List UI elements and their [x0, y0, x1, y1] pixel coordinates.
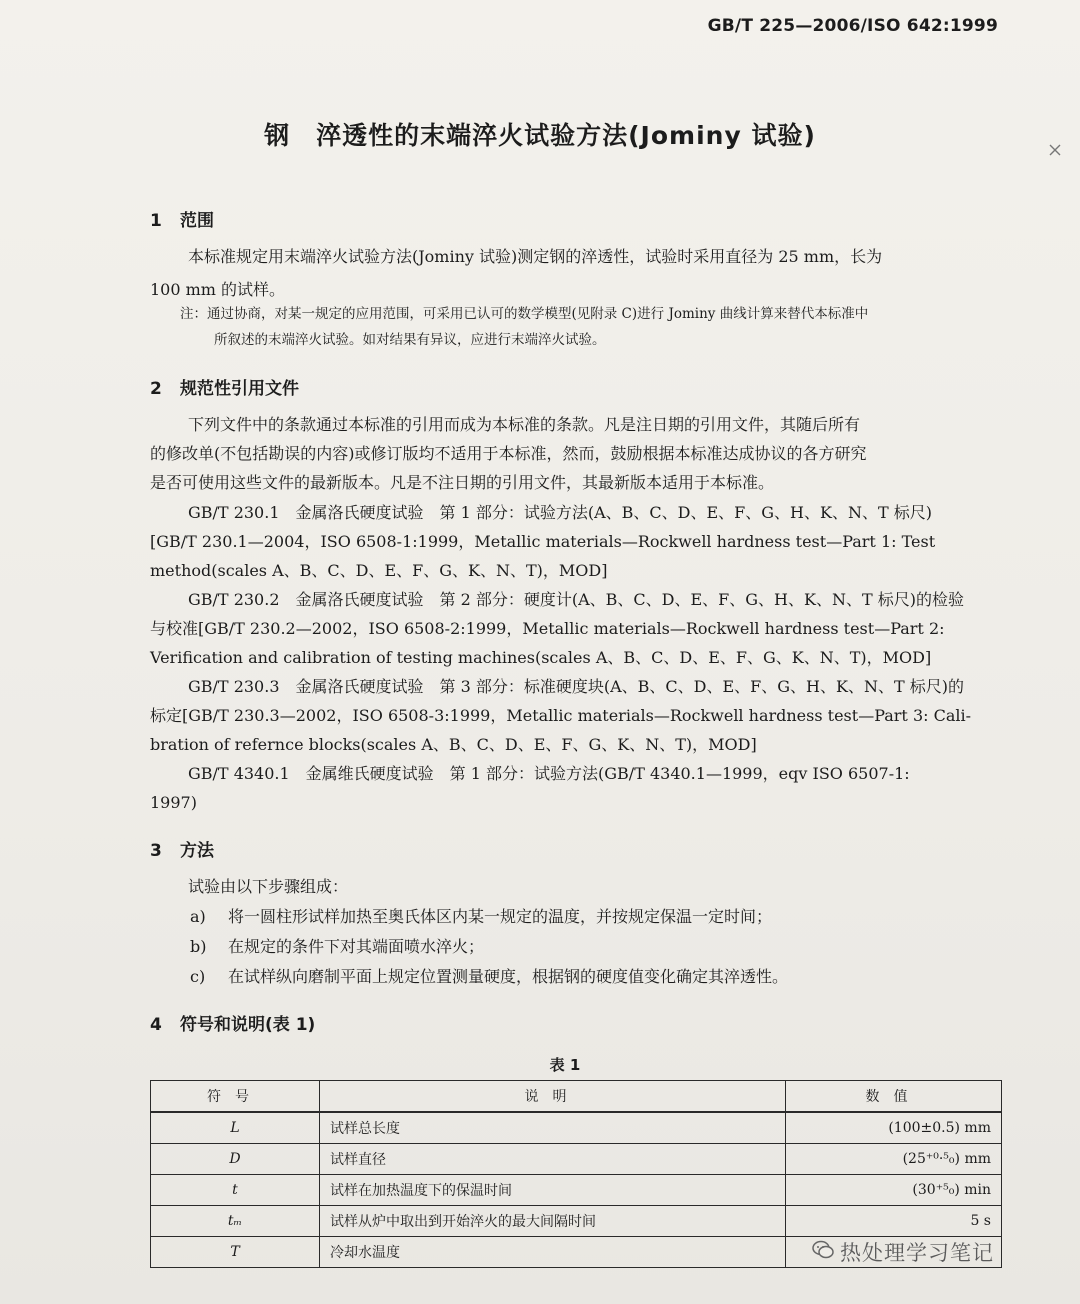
cell-symbol: T [151, 1237, 320, 1268]
reference-line: [GB/T 230.1—2004，ISO 6508-1:1999，Metallic materials—Rockwell hardness test—Part 1: Test [150, 532, 936, 551]
step-text: 将一圆柱形试样加热至奥氏体区内某一规定的温度，并按规定保温一定时间； [228, 907, 773, 926]
section-3-heading [150, 836, 214, 861]
method-intro: 试验由以下步骤组成： [188, 877, 349, 896]
reference-line: 标定[GB/T 230.3—2002，ISO 6508-3:1999，Metallic materials—Rockwell hardness test—Part 3: Cali- [150, 706, 972, 725]
normative-intro-line: 是否可使用这些文件的最新版本。凡是不注日期的引用文件，其最新版本适用于本标准。 [150, 473, 775, 492]
scope-text-line: 本标准规定用末端淬火试验方法(Jominy 试验)测定钢的淬透性，试验时采用直径为 25 mm，长为 [188, 247, 883, 266]
section-title: 范围 [180, 211, 214, 231]
section-number: 4 [150, 1015, 162, 1035]
normative-intro-line: 下列文件中的条款通过本标准的引用而成为本标准的条款。凡是注日期的引用文件，其随后所有 [188, 415, 861, 434]
cell-description: 试样在加热温度下的保温时间 [320, 1175, 786, 1206]
header-symbol: 符号 [151, 1081, 320, 1113]
step-label: c) [190, 967, 206, 986]
cell-description: 冷却水温度 [320, 1237, 786, 1268]
method-step [190, 932, 484, 961]
section-number: 3 [150, 841, 162, 861]
step-text: 在规定的条件下对其端面喷水淬火； [228, 937, 485, 956]
cell-value: 5 s [786, 1206, 1002, 1237]
wechat-icon [812, 1240, 834, 1260]
section-title: 规范性引用文件 [180, 379, 299, 399]
cell-value: (30⁺⁵₀) min [786, 1175, 1002, 1206]
reference-line: method(scales A、B、C、D、E、F、G、K、N、T)，MOD] [150, 561, 608, 580]
method-step [190, 962, 788, 991]
reference-line: bration of refernce blocks(scales A、B、C、D、E、F、G、K、N、T)，MOD] [150, 735, 757, 754]
reference-line: 1997) [150, 793, 197, 812]
reference-line: GB/T 230.2 金属洛氏硬度试验 第 2 部分：硬度计(A、B、C、D、E、F、G、H、K、N、T 标尺)的检验 [188, 590, 964, 609]
method-step [190, 902, 772, 931]
table-row [151, 1112, 1002, 1144]
table-row [151, 1175, 1002, 1206]
section-4-heading [150, 1010, 315, 1035]
reference-line: 与校准[GB/T 230.2—2002，ISO 6508-2:1999，Metallic materials—Rockwell hardness test—Part 2: [150, 619, 945, 638]
section-2-heading [150, 374, 299, 399]
table-header-row [151, 1081, 1002, 1113]
scope-note-line: 所叙述的末端淬火试验。如对结果有异议，应进行末端淬火试验。 [214, 332, 606, 348]
step-label: a) [190, 907, 206, 926]
table-caption: 表 1 [549, 1056, 581, 1074]
scope-note-line: 注：通过协商，对某一规定的应用范围，可采用已认可的数学模型(见附录 C)进行 Jominy 曲线计算来替代本标准中 [180, 306, 869, 322]
section-number: 1 [150, 211, 162, 231]
step-label: b) [190, 937, 207, 956]
section-1-heading [150, 206, 214, 231]
cell-value: (100±0.5) mm [786, 1112, 1002, 1144]
section-title: 方法 [180, 841, 214, 861]
table-row [151, 1144, 1002, 1175]
cell-value: (25⁺⁰·⁵₀) mm [786, 1144, 1002, 1175]
section-number: 2 [150, 379, 162, 399]
normative-intro-line: 的修改单(不包括勘误的内容)或修订版均不适用于本标准，然而，鼓励根据本标准达成协议的各方研究 [150, 444, 867, 463]
reference-line: GB/T 4340.1 金属维氏硬度试验 第 1 部分：试验方法(GB/T 4340.1—1999，eqv ISO 6507-1: [188, 764, 910, 783]
scope-text-line: 100 mm 的试样。 [150, 280, 286, 299]
reference-line: Verification and calibration of testing machines(scales A、B、C、D、E、F、G、K、N、T)，MOD] [150, 648, 932, 667]
cell-symbol: D [151, 1144, 320, 1175]
standard-code: GB/T 225—2006/ISO 642:1999 [707, 16, 998, 36]
section-title: 符号和说明(表 1) [180, 1015, 316, 1035]
cell-description: 试样直径 [320, 1144, 786, 1175]
table-row [151, 1206, 1002, 1237]
cell-symbol: tₘ [151, 1206, 320, 1237]
header-value: 数值 [786, 1081, 1002, 1113]
reference-line: GB/T 230.3 金属洛氏硬度试验 第 3 部分：标准硬度块(A、B、C、D、E、F、G、H、K、N、T 标尺)的 [188, 677, 964, 696]
reference-line: GB/T 230.1 金属洛氏硬度试验 第 1 部分：试验方法(A、B、C、D、E、F、G、H、K、N、T 标尺) [188, 503, 932, 522]
step-text: 在试样纵向磨制平面上规定位置测量硬度，根据钢的硬度值变化确定其淬透性。 [228, 967, 789, 986]
header-description: 说明 [320, 1081, 786, 1113]
watermark-text: 热处理学习笔记 [840, 1241, 994, 1265]
cell-description: 试样总长度 [320, 1112, 786, 1144]
document-title: 钢 淬透性的末端淬火试验方法(Jominy 试验) [264, 121, 816, 150]
cell-symbol: t [151, 1175, 320, 1206]
cell-symbol: L [151, 1112, 320, 1144]
cell-description: 试样从炉中取出到开始淬火的最大间隔时间 [320, 1206, 786, 1237]
